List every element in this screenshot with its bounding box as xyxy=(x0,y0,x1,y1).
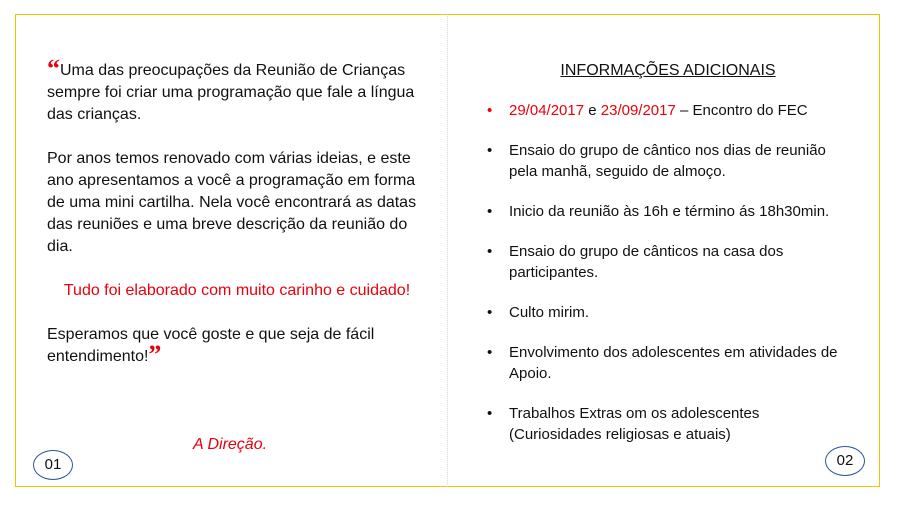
bullet-icon: • xyxy=(487,102,493,119)
highlight-text: Tudo foi elaborado com muito carinho e cuidado! xyxy=(63,282,411,299)
event-date-1: 29/04/2017 xyxy=(509,102,585,119)
list-item xyxy=(483,100,853,121)
list-item-text: Trabalhos Extras om os adolescentes (Curiosidades religiosas e atuais) xyxy=(509,405,760,443)
list-item xyxy=(483,241,853,283)
section-heading: INFORMAÇÕES ADICIONAIS xyxy=(560,62,776,79)
event-date-2: 23/09/2017 xyxy=(600,102,676,119)
list-item xyxy=(483,302,853,323)
close-quote-mark: ” xyxy=(148,340,162,369)
intro-paragraph xyxy=(47,54,427,126)
page-fold-divider xyxy=(447,14,448,487)
list-item xyxy=(483,140,853,182)
bullet-icon: • xyxy=(487,203,493,220)
intro-text: Uma das preocupações da Reunião de Crianças sempre foi criar uma programação que fale a língua das crianças. xyxy=(47,62,415,123)
closing-text: Esperamos que você goste e que seja de fácil entendimento! xyxy=(47,326,375,365)
bullet-icon: • xyxy=(487,405,493,422)
date-connector: e xyxy=(584,102,601,119)
open-quote-mark: “ xyxy=(47,54,60,83)
info-list xyxy=(483,100,853,445)
page-number-right: 02 xyxy=(825,446,865,476)
list-item-text: Inicio da reunião às 16h e término ás 18h30min. xyxy=(509,203,830,220)
bullet-icon: • xyxy=(487,304,493,321)
list-item-text: Ensaio do grupo de cântico nos dias de reunião pela manhã, seguido de almoço. xyxy=(509,142,826,180)
right-page-content xyxy=(483,60,853,464)
list-item xyxy=(483,201,853,222)
event-description: – Encontro do FEC xyxy=(675,102,808,119)
list-item-text: Ensaio do grupo de cânticos na casa dos participantes. xyxy=(509,243,784,281)
bullet-icon: • xyxy=(487,142,493,159)
left-page-content xyxy=(47,54,427,390)
page-number-left: 01 xyxy=(33,450,73,480)
list-item xyxy=(483,403,853,445)
list-item-text: Envolvimento dos adolescentes em atividades de Apoio. xyxy=(509,344,838,382)
bullet-icon: • xyxy=(487,344,493,361)
closing-paragraph xyxy=(47,324,427,368)
list-item xyxy=(483,342,853,384)
signature: A Direção. xyxy=(192,436,268,453)
bullet-icon: • xyxy=(487,243,493,260)
program-paragraph: Por anos temos renovado com várias ideias, e este ano apresentamos a você a programação em forma de uma mini cartilha. Nela você encontrará as datas das reuniões e uma breve descrição da reunião do dia. xyxy=(47,150,417,255)
list-item-text: Culto mirim. xyxy=(509,304,590,321)
